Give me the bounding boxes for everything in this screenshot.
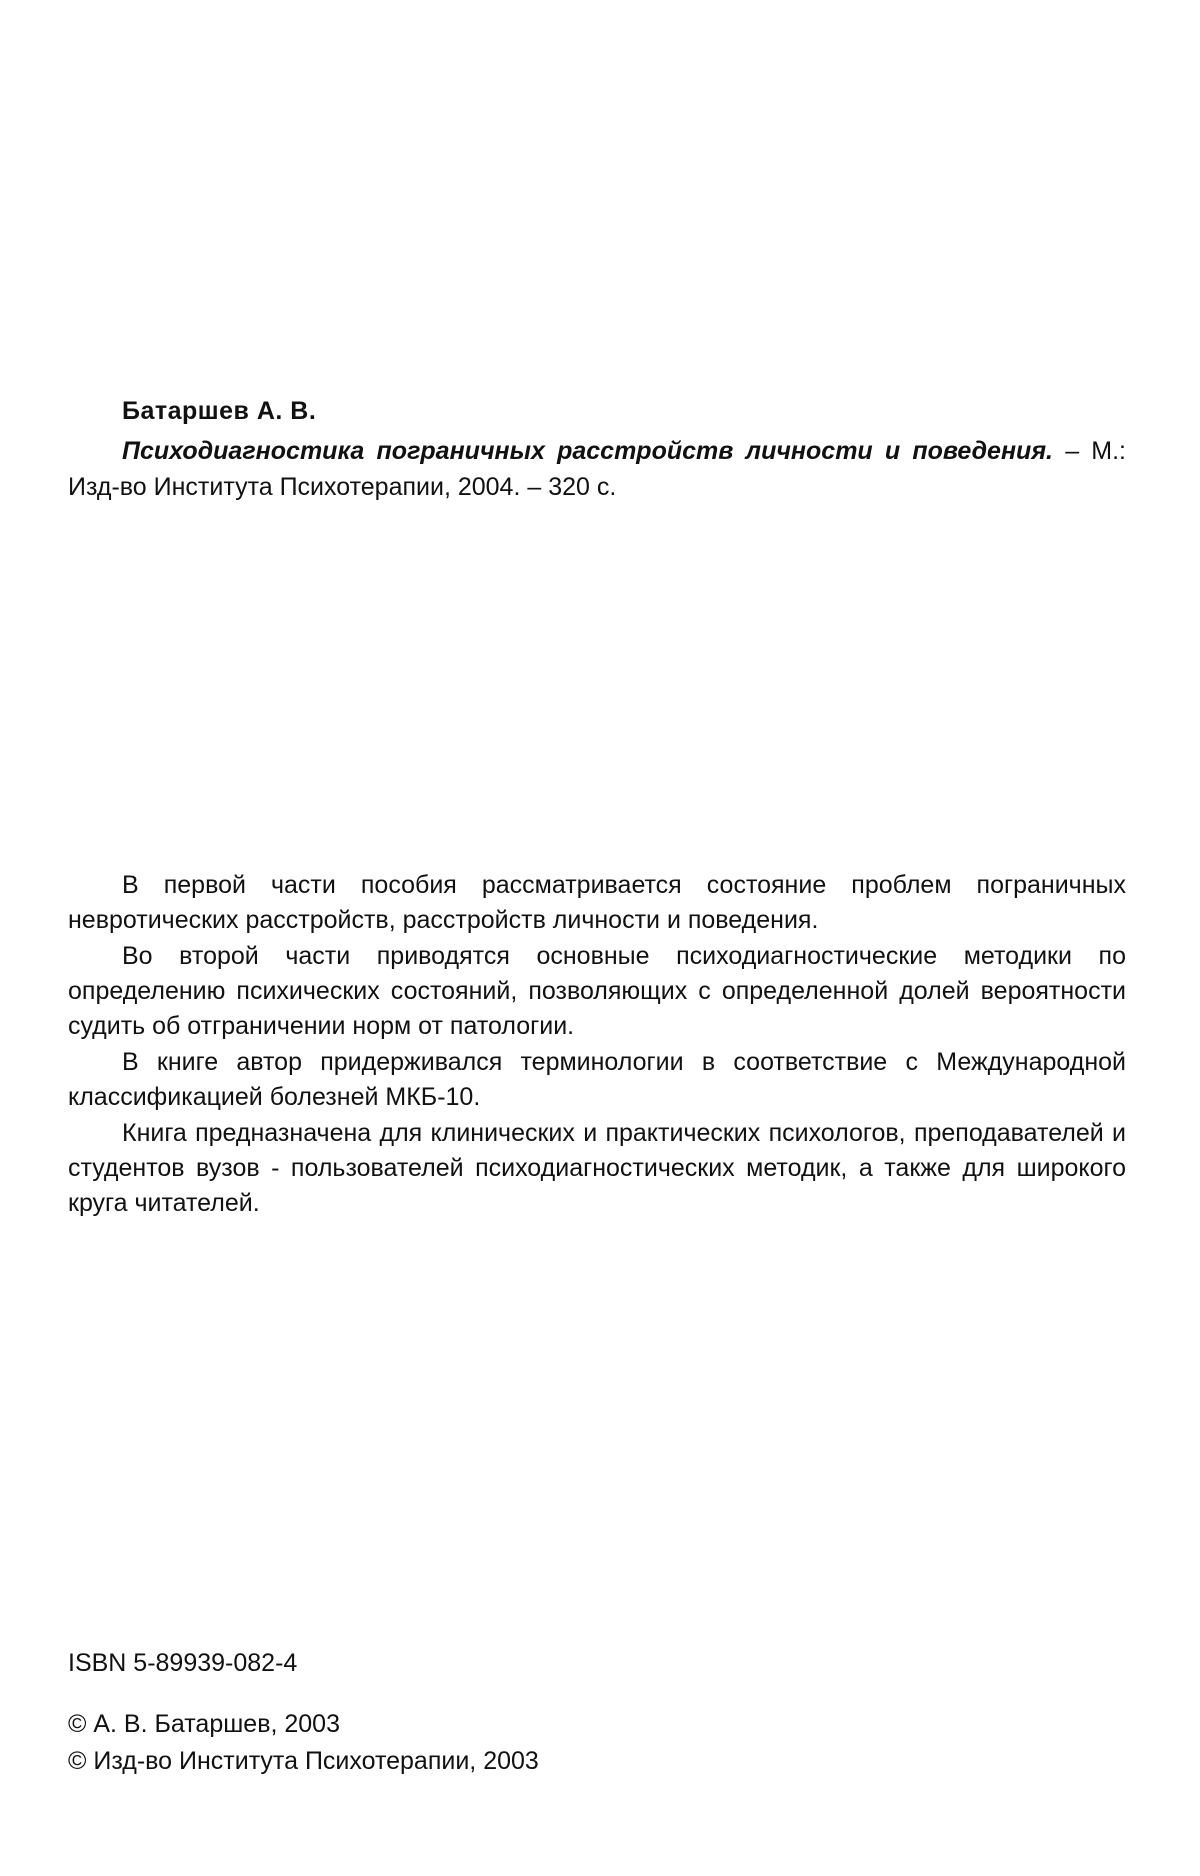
copyright-page (0, 0, 1200, 1876)
annotation (68, 868, 1126, 1222)
book-entry (68, 433, 1126, 505)
author-name: Батаршев А. В. (122, 393, 1126, 429)
annotation-paragraph: В первой части пособия рассматривается состояние проблем пограничных невротических расстройств, расстройств личности и поведения. (68, 868, 1126, 938)
bibliographic-record (68, 393, 1126, 505)
book-title: Психодиагностика пограничных расстройств личности и поведения. (122, 437, 1053, 465)
copyright-notices (68, 1706, 539, 1780)
annotation-paragraph: В книге автор придерживался терминологии в соответствие с Международной классификацией болезней МКБ-10. (68, 1045, 1126, 1115)
book-imprint: – М.: Изд-во Института Психотерапии, 2004. – 320 с. (68, 437, 1126, 501)
copyright-line: © А. В. Батаршев, 2003 (68, 1706, 539, 1743)
isbn-number: ISBN 5-89939-082-4 (68, 1646, 297, 1680)
annotation-paragraph: Во второй части приводятся основные психодиагностические методики по определению психических состояний, позволяющих с определенной долей вероятности судить об отграничении норм от патологии. (68, 939, 1126, 1044)
annotation-paragraph: Книга предназначена для клинических и практических психологов, преподавателей и студентов вузов - пользователей психодиагностических методик, а также для широкого круга читателей. (68, 1116, 1126, 1221)
copyright-line: © Изд-во Института Психотерапии, 2003 (68, 1743, 539, 1780)
